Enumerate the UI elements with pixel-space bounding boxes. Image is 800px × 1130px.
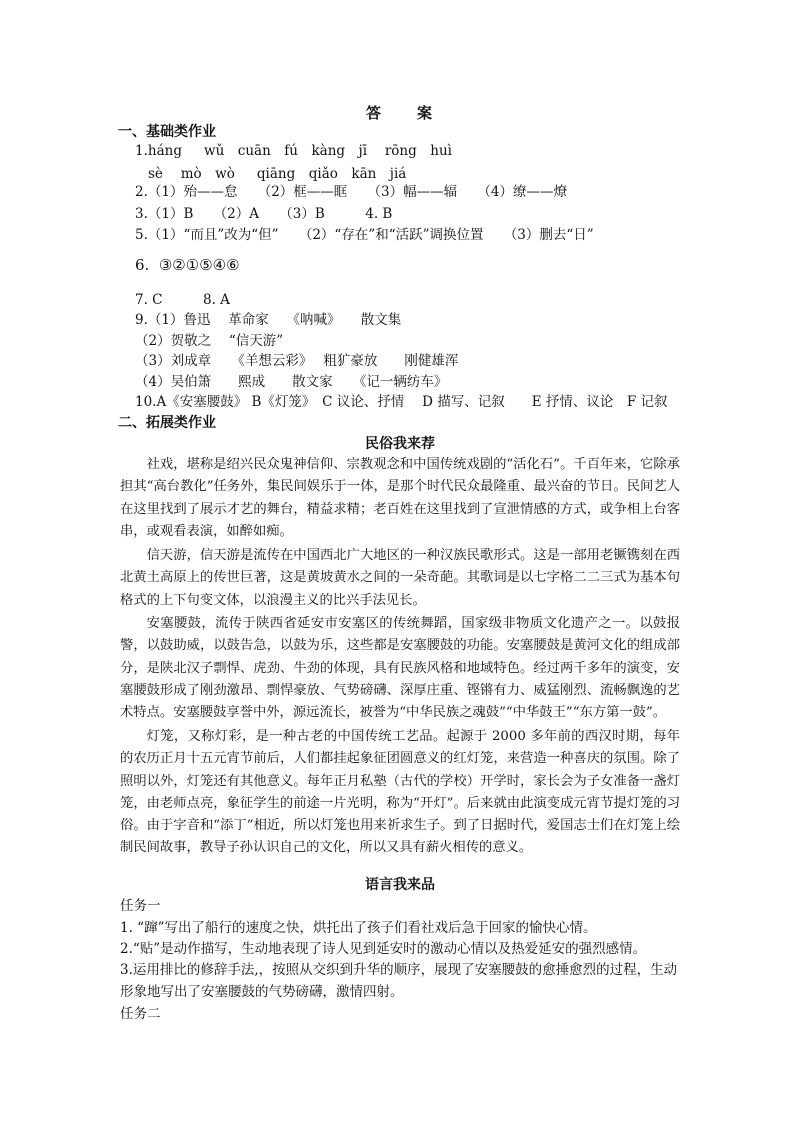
answer-9-1: 9.（1）鲁迅 革命家 《呐喊》 散文集 [135,312,402,328]
task-1-heading: 任务一 [120,898,161,914]
answer-9-3: （3）刘成章 《羊想云彩》 粗犷豪放 刚健雄浑 [135,353,459,369]
task-1-answer-3: 3.运用排比的修辞手法,，按照从交织到升华的顺序，展现了安塞腰鼓的愈捶愈烈的过程，生动形象地写出了安塞腰鼓的气势磅礴，激情四射。 [120,962,678,1000]
essay-title: 民俗我来荐 [365,436,435,452]
answer-10: 10.A《安塞腰鼓》 B《灯笼》 C 议论、抒情 D 描写、记叙 E 抒情、议论 F 记叙 [135,394,668,410]
paragraph-lantern: 灯笼，又称灯彩，是一种古老的中国传统工艺品。起源于 2000 多年前的西汉时期，每年的农历正月十五元宵节前后，人们都挂起象征团圆意义的红灯笼，来营造一种喜庆的氛围。除了照明以外，灯笼还有其他意义。每年正月私塾（古代的学校）开学时，家长会为子女准备一盏灯笼，由老师点亮，象征学生的前途一片光明，称为“开灯”。后来就由此演变成元宵节提灯笼的习俗。由于字音和“添丁”相近，所以灯笼也用来祈求生子。到了日据时代，爱国志士们在灯笼上绘制民间故事，教导子孙认识自己的文化，所以又具有薪火相传的意义。 [120,729,680,856]
page-title: 答 案 [365,104,434,122]
answer-2: 2.（1）殆——怠 （2）框——眶 （3）幅——辐 （4）缭——燎 [135,184,567,200]
task-2-heading: 任务二 [120,1006,161,1022]
answer-7-8: 7. C 8. A [135,292,230,308]
answer-6: 6. ③②①⑤④⑥ [135,256,240,274]
answer-1-pinyin-line1: 1.háng wǔ cuān fú kàng jī rōng huì [135,143,452,159]
task-1-answer-2: 2.“贴”是动作描写，生动地表现了诗人见到延安时的激动心情以及热爱延安的强烈感情。 [120,941,647,957]
answer-9-2: （2）贺敬之 “信天游” [135,333,284,349]
paragraph-ansai-drum: 安塞腰鼓，流传于陕西省延安市安塞区的传统舞蹈，国家级非物质文化遗产之一。以鼓报警，以鼓助威，以鼓告急，以鼓为乐，这些都是安塞腰鼓的功能。安塞腰鼓是黄河文化的组成部分，是陕北汉子剽悍、虎劲、牛劲的体现，具有民族风格和地域特色。经过两千多年的演变，安塞腰鼓形成了刚劲激昂、剽悍豪放、气势磅礴、深厚庄重、铿锵有力、威猛刚烈、流畅飘逸的艺术特点。安塞腰鼓享誉中外，源远流长，被誉为“中华民族之魂鼓”“中华鼓王”“东方第一鼓”。 [120,616,680,721]
answer-3-4: 3.（1）B （2）A （3）B 4. B [135,206,393,222]
paragraph-xintianyou: 信天游，信天游是流传在中国西北广大地区的一种汉族民歌形式。这是一部用老镢镌刻在西北黄土高原上的传世巨著，这是黄坡黄水之间的一朵奇葩。其歌词是以七字格二二三式为基本句格式的上下句变文体，以浪漫主义的比兴手法见长。 [120,548,680,608]
section-basic-heading: 一、基础类作业 [118,124,216,140]
task-1-answer-1: 1. “蹿”写出了船行的速度之快，烘托出了孩子们看社戏后急于回家的愉快心情。 [120,920,597,936]
paragraph-social-opera: 社戏，堪称是绍兴民众鬼神信仰、宗教观念和中国传统戏剧的“活化石”。千百年来，它除承担其“高台教化”任务外，集民间娱乐于一体，是那个时代民众最隆重、最兴奋的节日。民间艺人在这里找到了展示才艺的舞台，精益求精；老百姓在这里找到了宣泄情感的方式，或争相上台客串，或观看表演，如醉如痴。 [120,457,680,539]
language-section-title: 语言我来品 [365,877,435,893]
section-extended-heading: 二、拓展类作业 [118,415,216,431]
answer-5: 5.（1）“而且”改为“但” （2）“存在”和“活跃”调换位置 （3）删去“日” [135,227,594,243]
answer-1-pinyin-line2: sè mò wò qiāng qiǎo kān jiá [148,166,407,182]
answer-9-4: （4）吴伯箫 熙成 散文家 《记一辆纺车》 [135,374,448,390]
